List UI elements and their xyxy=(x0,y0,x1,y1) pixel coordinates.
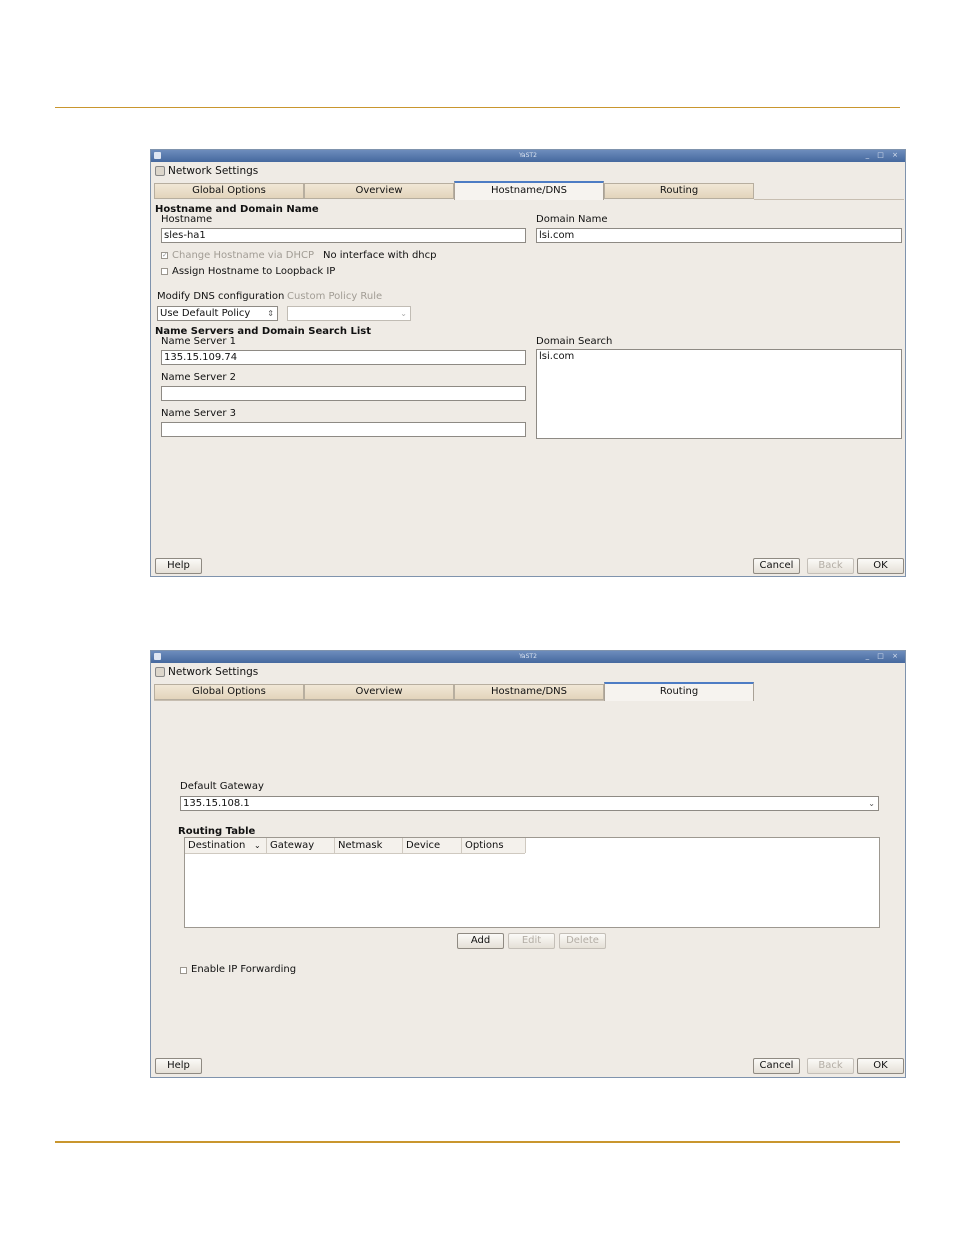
name-server-2-input[interactable] xyxy=(161,386,526,401)
dialog-heading-text: Network Settings xyxy=(168,165,259,177)
column-destination[interactable]: Destination xyxy=(185,838,267,853)
edit-button[interactable]: Edit xyxy=(508,933,555,949)
column-options[interactable]: Options xyxy=(462,838,526,853)
modify-dns-select[interactable] xyxy=(157,306,278,321)
yast-window-routing xyxy=(150,650,906,1078)
name-server-1-input[interactable]: 135.15.109.74 xyxy=(161,350,526,365)
tab-global-options[interactable]: Global Options xyxy=(154,684,304,700)
change-hostname-dhcp-label: Change Hostname via DHCP xyxy=(172,250,315,261)
tab-routing[interactable]: Routing xyxy=(604,682,754,701)
assign-loopback-label: Assign Hostname to Loopback IP xyxy=(172,266,336,277)
custom-policy-label: Custom Policy Rule xyxy=(287,291,383,302)
window-controls[interactable]: _ □ × xyxy=(865,151,901,159)
sort-chevron-icon[interactable]: ⌄ xyxy=(254,841,261,850)
yast-window-hostname-dns xyxy=(150,149,906,577)
add-button[interactable]: Add xyxy=(457,933,504,949)
hostname-input[interactable]: sles-ha1 xyxy=(161,228,526,243)
default-gateway-label: Default Gateway xyxy=(180,781,264,792)
modify-dns-label: Modify DNS configuration xyxy=(157,291,285,302)
updown-arrow-icon: ⇕ xyxy=(267,309,274,318)
help-button[interactable]: Help xyxy=(155,558,202,574)
back-button[interactable]: Back xyxy=(807,558,854,574)
dialog-heading xyxy=(155,666,258,678)
routing-table-header xyxy=(185,838,525,854)
domain-search-textarea[interactable]: lsi.com xyxy=(536,349,902,439)
section-title-nameservers: Name Servers and Domain Search List xyxy=(155,326,371,337)
column-gateway[interactable]: Gateway xyxy=(267,838,335,853)
network-settings-icon xyxy=(155,667,165,677)
tab-overview[interactable]: Overview xyxy=(304,684,454,700)
tab-routing[interactable]: Routing xyxy=(604,183,754,199)
modify-dns-value: Use Default Policy xyxy=(160,308,251,319)
default-gateway-value: 135.15.108.1 xyxy=(183,798,250,809)
tab-overview[interactable]: Overview xyxy=(304,183,454,199)
column-netmask[interactable]: Netmask xyxy=(335,838,403,853)
no-interface-dhcp-text: No interface with dhcp xyxy=(323,250,437,261)
routing-table-label: Routing Table xyxy=(178,826,256,837)
tab-bar xyxy=(154,181,906,200)
help-button[interactable]: Help xyxy=(155,1058,202,1074)
name-server-3-label: Name Server 3 xyxy=(161,408,237,419)
domain-name-input[interactable]: lsi.com xyxy=(536,228,902,243)
window-title: YaST2 xyxy=(519,152,537,159)
dialog-heading-text: Network Settings xyxy=(168,666,259,678)
window-controls[interactable]: _ □ × xyxy=(865,652,901,660)
title-bar[interactable] xyxy=(151,150,905,162)
network-settings-icon xyxy=(155,166,165,176)
hostname-label: Hostname xyxy=(161,214,213,225)
title-bar[interactable] xyxy=(151,651,905,663)
name-server-3-input[interactable] xyxy=(161,422,526,437)
custom-policy-select[interactable] xyxy=(287,306,411,321)
cancel-button[interactable]: Cancel xyxy=(753,558,800,574)
back-button[interactable]: Back xyxy=(807,1058,854,1074)
chevron-down-icon: ⌄ xyxy=(400,309,407,318)
cancel-button[interactable]: Cancel xyxy=(753,1058,800,1074)
ok-button[interactable]: OK xyxy=(857,1058,904,1074)
assign-loopback-checkbox[interactable] xyxy=(161,268,168,275)
tab-hostname-dns[interactable]: Hostname/DNS xyxy=(454,181,604,200)
chevron-down-icon: ⌄ xyxy=(868,799,875,808)
delete-button[interactable]: Delete xyxy=(559,933,606,949)
bottom-rule xyxy=(55,1141,900,1143)
tab-global-options[interactable]: Global Options xyxy=(154,183,304,199)
domain-search-label: Domain Search xyxy=(536,336,613,347)
domain-name-label: Domain Name xyxy=(536,214,608,225)
ip-forwarding-checkbox[interactable] xyxy=(180,967,187,974)
name-server-2-label: Name Server 2 xyxy=(161,372,237,383)
window-title: YaST2 xyxy=(519,653,537,660)
change-hostname-dhcp-checkbox[interactable]: ✓ xyxy=(162,251,168,259)
default-gateway-combo[interactable] xyxy=(180,796,879,811)
section-title-hostname: Hostname and Domain Name xyxy=(155,204,319,215)
hostname-dns-panel xyxy=(154,200,904,555)
dialog-heading xyxy=(155,165,258,177)
routing-panel xyxy=(154,701,904,1056)
column-device[interactable]: Device xyxy=(403,838,462,853)
name-server-1-label: Name Server 1 xyxy=(161,336,237,347)
top-rule xyxy=(55,107,900,108)
tab-bar xyxy=(154,682,906,701)
routing-table[interactable] xyxy=(184,837,880,928)
ok-button[interactable]: OK xyxy=(857,558,904,574)
ip-forwarding-label: Enable IP Forwarding xyxy=(191,964,297,975)
tab-hostname-dns[interactable]: Hostname/DNS xyxy=(454,684,604,700)
